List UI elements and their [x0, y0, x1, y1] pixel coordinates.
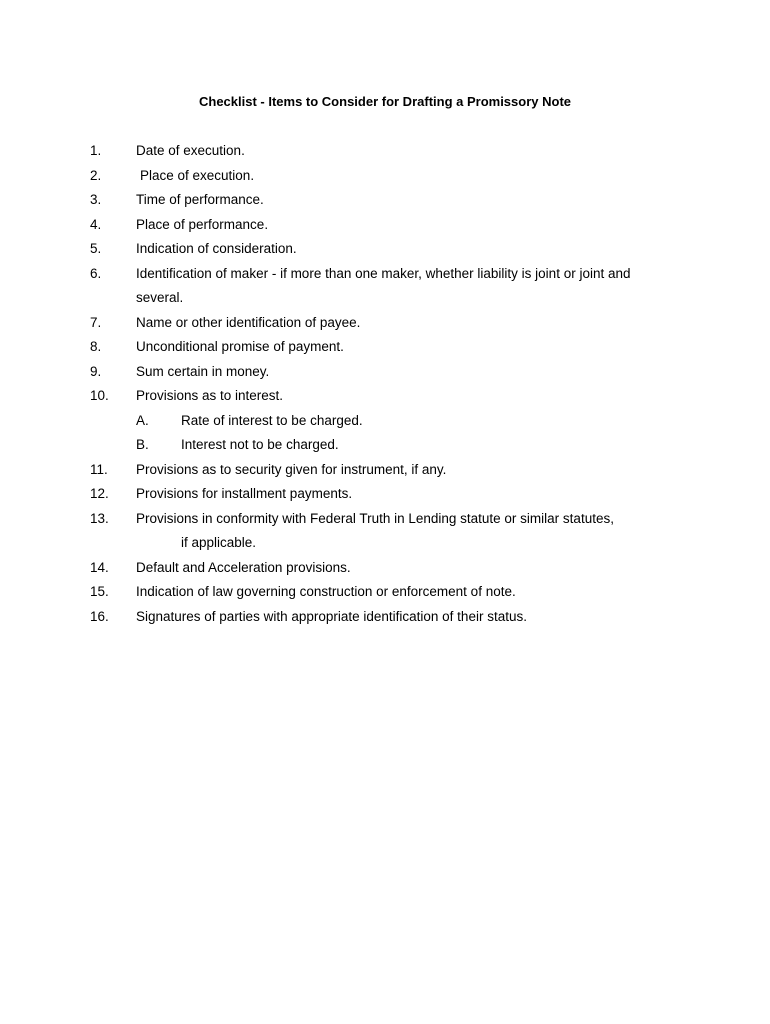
list-item — [0, 386, 770, 411]
item-number: 13. — [90, 510, 109, 526]
item-number: 10. — [90, 388, 109, 403]
item-text: Place of execution. — [140, 167, 255, 183]
checklist — [0, 141, 770, 631]
sub-list-item — [0, 435, 770, 460]
item-number: 11. — [90, 461, 108, 477]
list-item — [0, 215, 770, 240]
item-text: Provisions for installment payments. — [136, 486, 353, 501]
list-item — [0, 607, 770, 632]
list-item — [0, 362, 770, 387]
sub-list-item — [0, 411, 770, 436]
item-text: Time of performance. — [136, 192, 264, 207]
list-item — [0, 582, 770, 607]
item-text: Provisions as to interest. — [136, 388, 284, 403]
list-item — [0, 460, 770, 485]
list-item — [0, 264, 770, 289]
list-item — [0, 239, 770, 264]
item-text: Indication of consideration. — [136, 241, 297, 256]
item-number: 14. — [90, 559, 109, 575]
list-item — [0, 313, 770, 338]
item-text: Identification of maker - if more than one maker, whether liability is joint or joint and — [136, 265, 631, 281]
item-number: 1. — [90, 143, 102, 158]
item-text: Date of execution. — [136, 143, 245, 158]
item-number: 2. — [90, 167, 102, 183]
item-number: 9. — [90, 363, 102, 379]
item-text-continuation: several. — [136, 290, 184, 305]
list-item — [0, 166, 770, 191]
item-number: 5. — [90, 241, 102, 256]
list-item — [0, 509, 770, 534]
item-number: 12. — [90, 486, 109, 501]
item-text: Default and Acceleration provisions. — [136, 559, 351, 575]
list-item-continuation — [0, 288, 770, 313]
item-text: Provisions in conformity with Federal Truth in Lending statute or similar statutes, — [136, 510, 614, 526]
item-number: 16. — [90, 608, 109, 624]
item-text: Unconditional promise of payment. — [136, 339, 344, 354]
item-text: Signatures of parties with appropriate identification of their status. — [136, 608, 527, 624]
item-number: 15. — [90, 584, 109, 599]
item-number: 4. — [90, 216, 102, 232]
subitem-text: Rate of interest to be charged. — [181, 412, 363, 428]
subitem-letter: A. — [136, 412, 149, 428]
subitem-letter: B. — [136, 437, 149, 452]
list-item — [0, 558, 770, 583]
list-item — [0, 484, 770, 509]
list-item — [0, 337, 770, 362]
item-text-continuation: if applicable. — [181, 535, 257, 550]
item-number: 3. — [90, 192, 102, 207]
list-item — [0, 141, 770, 166]
list-item-continuation — [0, 533, 770, 558]
item-text: Provisions as to security given for instrument, if any. — [136, 461, 447, 477]
list-item — [0, 190, 770, 215]
item-text: Place of performance. — [136, 216, 269, 232]
document-title: Checklist - Items to Consider for Drafting a Promissory Note — [198, 94, 572, 109]
item-text: Indication of law governing construction or enforcement of note. — [136, 584, 516, 599]
item-text: Name or other identification of payee. — [136, 314, 361, 330]
item-number: 7. — [90, 314, 102, 330]
item-text: Sum certain in money. — [136, 363, 270, 379]
item-number: 8. — [90, 339, 102, 354]
subitem-text: Interest not to be charged. — [181, 437, 339, 452]
item-number: 6. — [90, 265, 102, 281]
